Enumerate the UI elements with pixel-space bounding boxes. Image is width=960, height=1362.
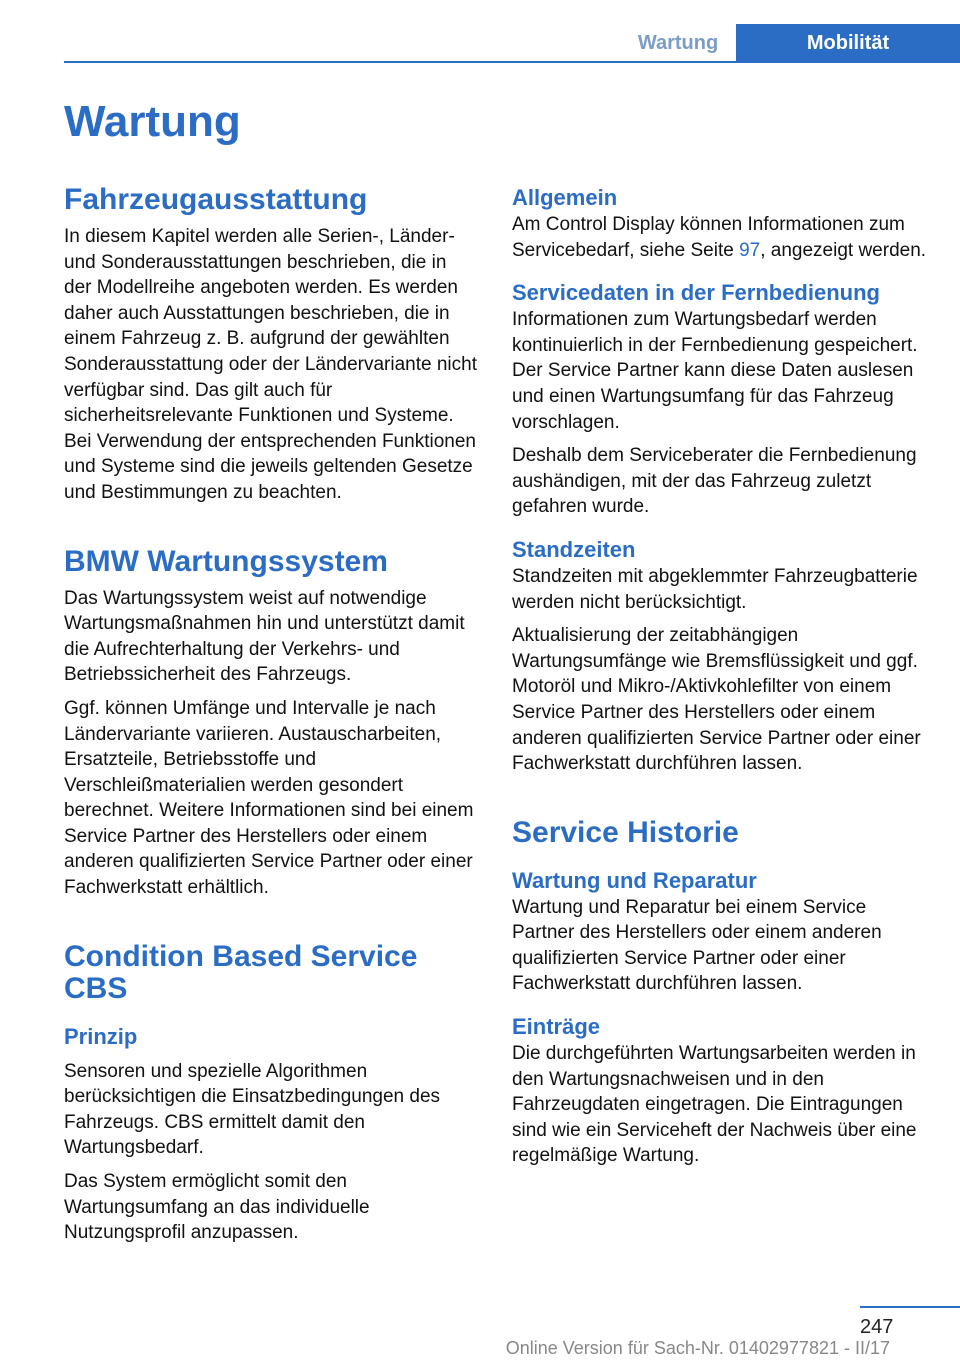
text-eintraege: Die durchgeführten Wartungsarbeiten werden in den Wartungsnachweisen und in den Fahrzeugdaten eingetragen. Die Eintragungen sind wie ein Serviceheft der Nachweis über eine regelmäßige Wartung. (512, 1043, 917, 1167)
heading-allgemein: Allgemein (512, 185, 618, 210)
text-prinzip-2: Das System ermöglicht somit den Wartungsumfang an das individuelle Nutzungsprofil anzupassen. (64, 1171, 370, 1244)
page-link-97[interactable]: 97 (739, 239, 761, 261)
tab-wartung[interactable]: Wartung (637, 31, 719, 54)
text-bmw-wartungssystem-2: Ggf. können Umfänge und Intervalle je nach Ländervariante variieren. Austauscharbeiten, Ersatzteile, Betriebsstoffe und Verschleißmaterialien werden gesondert berechnet. Weitere Informationen sind bei einem Service Partner des Herstellers oder einem anderen qualifizierten Service Partner oder einer Fachwerkstatt erhältlich. (64, 697, 474, 899)
header-divider (64, 61, 960, 63)
footer-note: Online Version für Sach-Nr. 01402977821 - II/17 (505, 1338, 890, 1358)
page-number: 247 (860, 1316, 894, 1338)
heading-fahrzeugausstattung: Fahrzeugausstattung (64, 183, 368, 216)
heading-standzeiten: Standzeiten (512, 536, 636, 562)
text-prinzip-1: Sensoren und spezielle Algorithmen berücksichtigen die Einsatzbedingungen des Fahrzeugs. CBS ermittelt damit den Wartungsbedarf. (64, 1060, 441, 1159)
heading-service-historie: Service Historie (512, 815, 739, 849)
heading-wartung-reparatur: Wartung und Reparatur (512, 867, 757, 893)
text-servicedaten-1: Informationen zum Wartungsbedarf werden kontinuierlich in der Fernbedienung gespeichert. Der Service Partner kann diese Daten auslesen und einen Wartungsumfang für das Fahrzeug vorschlagen. (512, 309, 918, 433)
heading-bmw-wartungssystem: BMW Wartungssystem (64, 544, 388, 578)
footer-divider (860, 1306, 960, 1308)
text-bmw-wartungssystem-1: Das Wartungssystem weist auf notwendige Wartungsmaßnahmen hin und unterstützt damit die Aufrechterhaltung der Verkehrs- und Betriebssicherheit des Fahrzeugs. (64, 587, 465, 686)
left-column (64, 184, 478, 1246)
right-column (512, 184, 932, 1169)
text-standzeiten-2: Aktualisierung der zeitabhängigen Wartungsumfänge wie Bremsflüssigkeit und ggf. Motoröl und Mikro-/Aktivkohlefilter von einem Service Partner des Herstellers oder einem anderen qualifizierten Service Partner oder einer Fachwerkstatt durchführen lassen. (512, 625, 921, 775)
heading-prinzip: Prinzip (64, 1023, 138, 1049)
text-allgemein-part2: , angezeigt werden. (760, 239, 927, 261)
text-allgemein (512, 212, 932, 263)
text-allgemein-part1: Am Control Display können Informationen zum Servicebedarf, siehe Seite (512, 214, 905, 261)
heading-eintraege: Einträge (512, 1014, 601, 1040)
heading-cbs: Condition Based Service CBS (64, 939, 418, 1005)
text-fahrzeugausstattung: In diesem Kapitel werden alle Serien-, Länder- und Sonderausstattungen beschrieben, die in der Modellreihe angeboten werden. Es werden daher auch Ausstattungen beschrieben, die in einem Fahrzeug z. B. aufgrund der gewählten Sonderausstattung oder der Ländervariante nicht verfügbar sind. Das gilt auch für sicherheitsrelevante Funktionen und Systeme. Bei Verwendung der entsprechenden Funktionen und Systeme sind die jeweils geltenden Gesetze und Bestimmungen zu beachten. (64, 226, 477, 503)
text-servicedaten-2: Deshalb dem Serviceberater die Fernbedienung aushändigen, mit der das Fahrzeug zuletzt gefahren wurde. (512, 445, 917, 518)
tab-mobilitaet[interactable]: Mobilität (736, 24, 960, 62)
text-wartung-reparatur: Wartung und Reparatur bei einem Service Partner des Herstellers oder einem anderen qualifizierten Service Partner oder einer Fachwerkstatt durchführen lassen. (512, 896, 882, 995)
heading-servicedaten: Servicedaten in der Fernbedienung (512, 280, 880, 306)
text-standzeiten-1: Standzeiten mit abgeklemmter Fahrzeugbatterie werden nicht berücksichtigt. (512, 565, 918, 613)
header-tabs (620, 24, 960, 62)
page-title: Wartung (64, 97, 241, 146)
